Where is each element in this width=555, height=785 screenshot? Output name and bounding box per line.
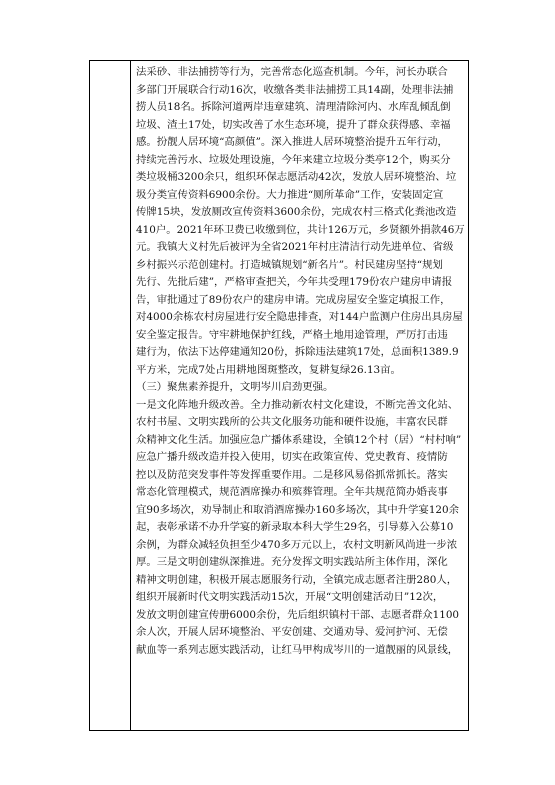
- table-content-cell: [131, 61, 468, 730]
- text-line: 告，审批通过了89份农户的建房申请。完成房屋安全鉴定填报工作，: [136, 293, 451, 306]
- text-line: 农村书屋、文明实践所的公共文化服务功能和硬件设施，丰富农民群: [136, 416, 448, 428]
- text-line: 起，表彰承诺不办升学宴的新录取本科大学生29名，引导募入公募10: [136, 521, 454, 533]
- text-line: 持续完善污水、垃圾处理设施，今年来建立垃圾分类亭12个，购买分: [136, 153, 451, 166]
- text-line: 应急广播升级改造并投入使用，切实在政策宣传、党史教育、疫情防: [136, 451, 448, 463]
- section-heading: （三）聚焦素养提升，文明岑川启劲更强。: [136, 381, 334, 393]
- text-line: 发放文明创建宣传册6000余份，先后组织镇村干部、志愿者群众1100: [136, 608, 460, 621]
- text-line: 建行为，依法下达停建通知20份，拆除违法建筑17处，总面积1389.9: [136, 346, 459, 358]
- text-line: 控以及防范突发事件等发挥重要作用。二是移风易俗抓常抓长。落实: [136, 468, 448, 481]
- text-line: 常态化管理模式，规范酒席操办和殡葬管理。全年共规范简办婚丧事: [136, 486, 448, 498]
- text-line: 法采砂、非法捕捞等行为，完善常态化巡查机制。今年，河长办联合: [136, 66, 448, 78]
- table-left-column: [90, 61, 131, 730]
- text-line: 410户。2021年环卫费已收缴到位，共计126万元，乡贤额外捐款46万: [136, 223, 465, 236]
- text-line: 乡村振兴示范创建村。打造城镇规划“新名片”。村民建房坚持“规划: [136, 258, 443, 271]
- text-line: 精神文明创建，积极开展志愿服务行动，全镇完成志愿者注册280人，: [136, 573, 458, 586]
- text-line: 圾分类宣传资料6900余份。大力推进“厕所革命”工作，安装固定宣: [136, 188, 444, 201]
- text-line: 献血等一系列志愿实践活动，让红马甲构成岑川的一道靓丽的风景线，: [136, 643, 459, 656]
- text-line: 先行、先批后建”，严格审查把关，今年共受理179份农户建房申请报: [136, 276, 453, 288]
- text-line: 宜90多场次，劝导制止和取消酒席操办160多场次，其中升学宴120余: [136, 503, 460, 516]
- text-line: 厚。三是文明创建纵深推进。充分发挥文明实践站所主体作用，深化: [136, 556, 448, 568]
- text-line: 组织开展新时代文明实践活动15次，开展“文明创建活动日”12次，: [136, 591, 444, 603]
- text-line: 垃圾、渣土17处，切实改善了水生态环境，提升了群众获得感、幸福: [136, 118, 451, 131]
- text-line: 多部门开展联合行动16次，收缴各类非法捕捞工具14副，处理非法捕: [136, 83, 454, 96]
- text-line: 平方米，完成7处占用耕地图斑整改，复耕复绿26.13亩。: [136, 363, 401, 376]
- text-line: 众精神文化生活。加强应急广播体系建设，全镇12个村（居）“村村响”: [136, 433, 462, 446]
- text-line: 感。扮靓人居环境“高颜值”。深入推进人居环境整治提升五年行动，: [136, 136, 448, 148]
- text-line: 余例，为群众减轻负担至少470多万元以上，农村文明新风尚进一步浓: [136, 538, 458, 551]
- text-line: 传牌15块，发放厕改宣传资料3600余份，完成农村三格式化粪池改造: [136, 206, 457, 218]
- text-line: 捞人员18名。拆除河道两岸违章建筑、清理清除河内、水库乱倾乱倒: [136, 101, 451, 113]
- text-line: 对4000余栋农村房屋进行安全隐患排查，对144户监测户住房出具房屋: [136, 311, 463, 323]
- text-line: 余人次，开展人居环境整治、平安创建、交通劝导、爱河护河、无偿: [136, 626, 448, 638]
- text-line: 元。我镇大义村先后被评为全省2021年村庄清洁行动先进单位、省级: [136, 241, 454, 253]
- text-line: 安全鉴定报告。守牢耕地保护红线，严格土地用途管理，严厉打击违: [136, 328, 448, 341]
- text-line: 一是文化阵地升级改善。全力推动新农村文化建设，不断完善文化站、: [136, 398, 459, 411]
- text-line: 类垃圾桶3200余只，组织环保志愿活动42次，发放人居环境整治、垃: [136, 171, 457, 183]
- document-table: [89, 60, 469, 731]
